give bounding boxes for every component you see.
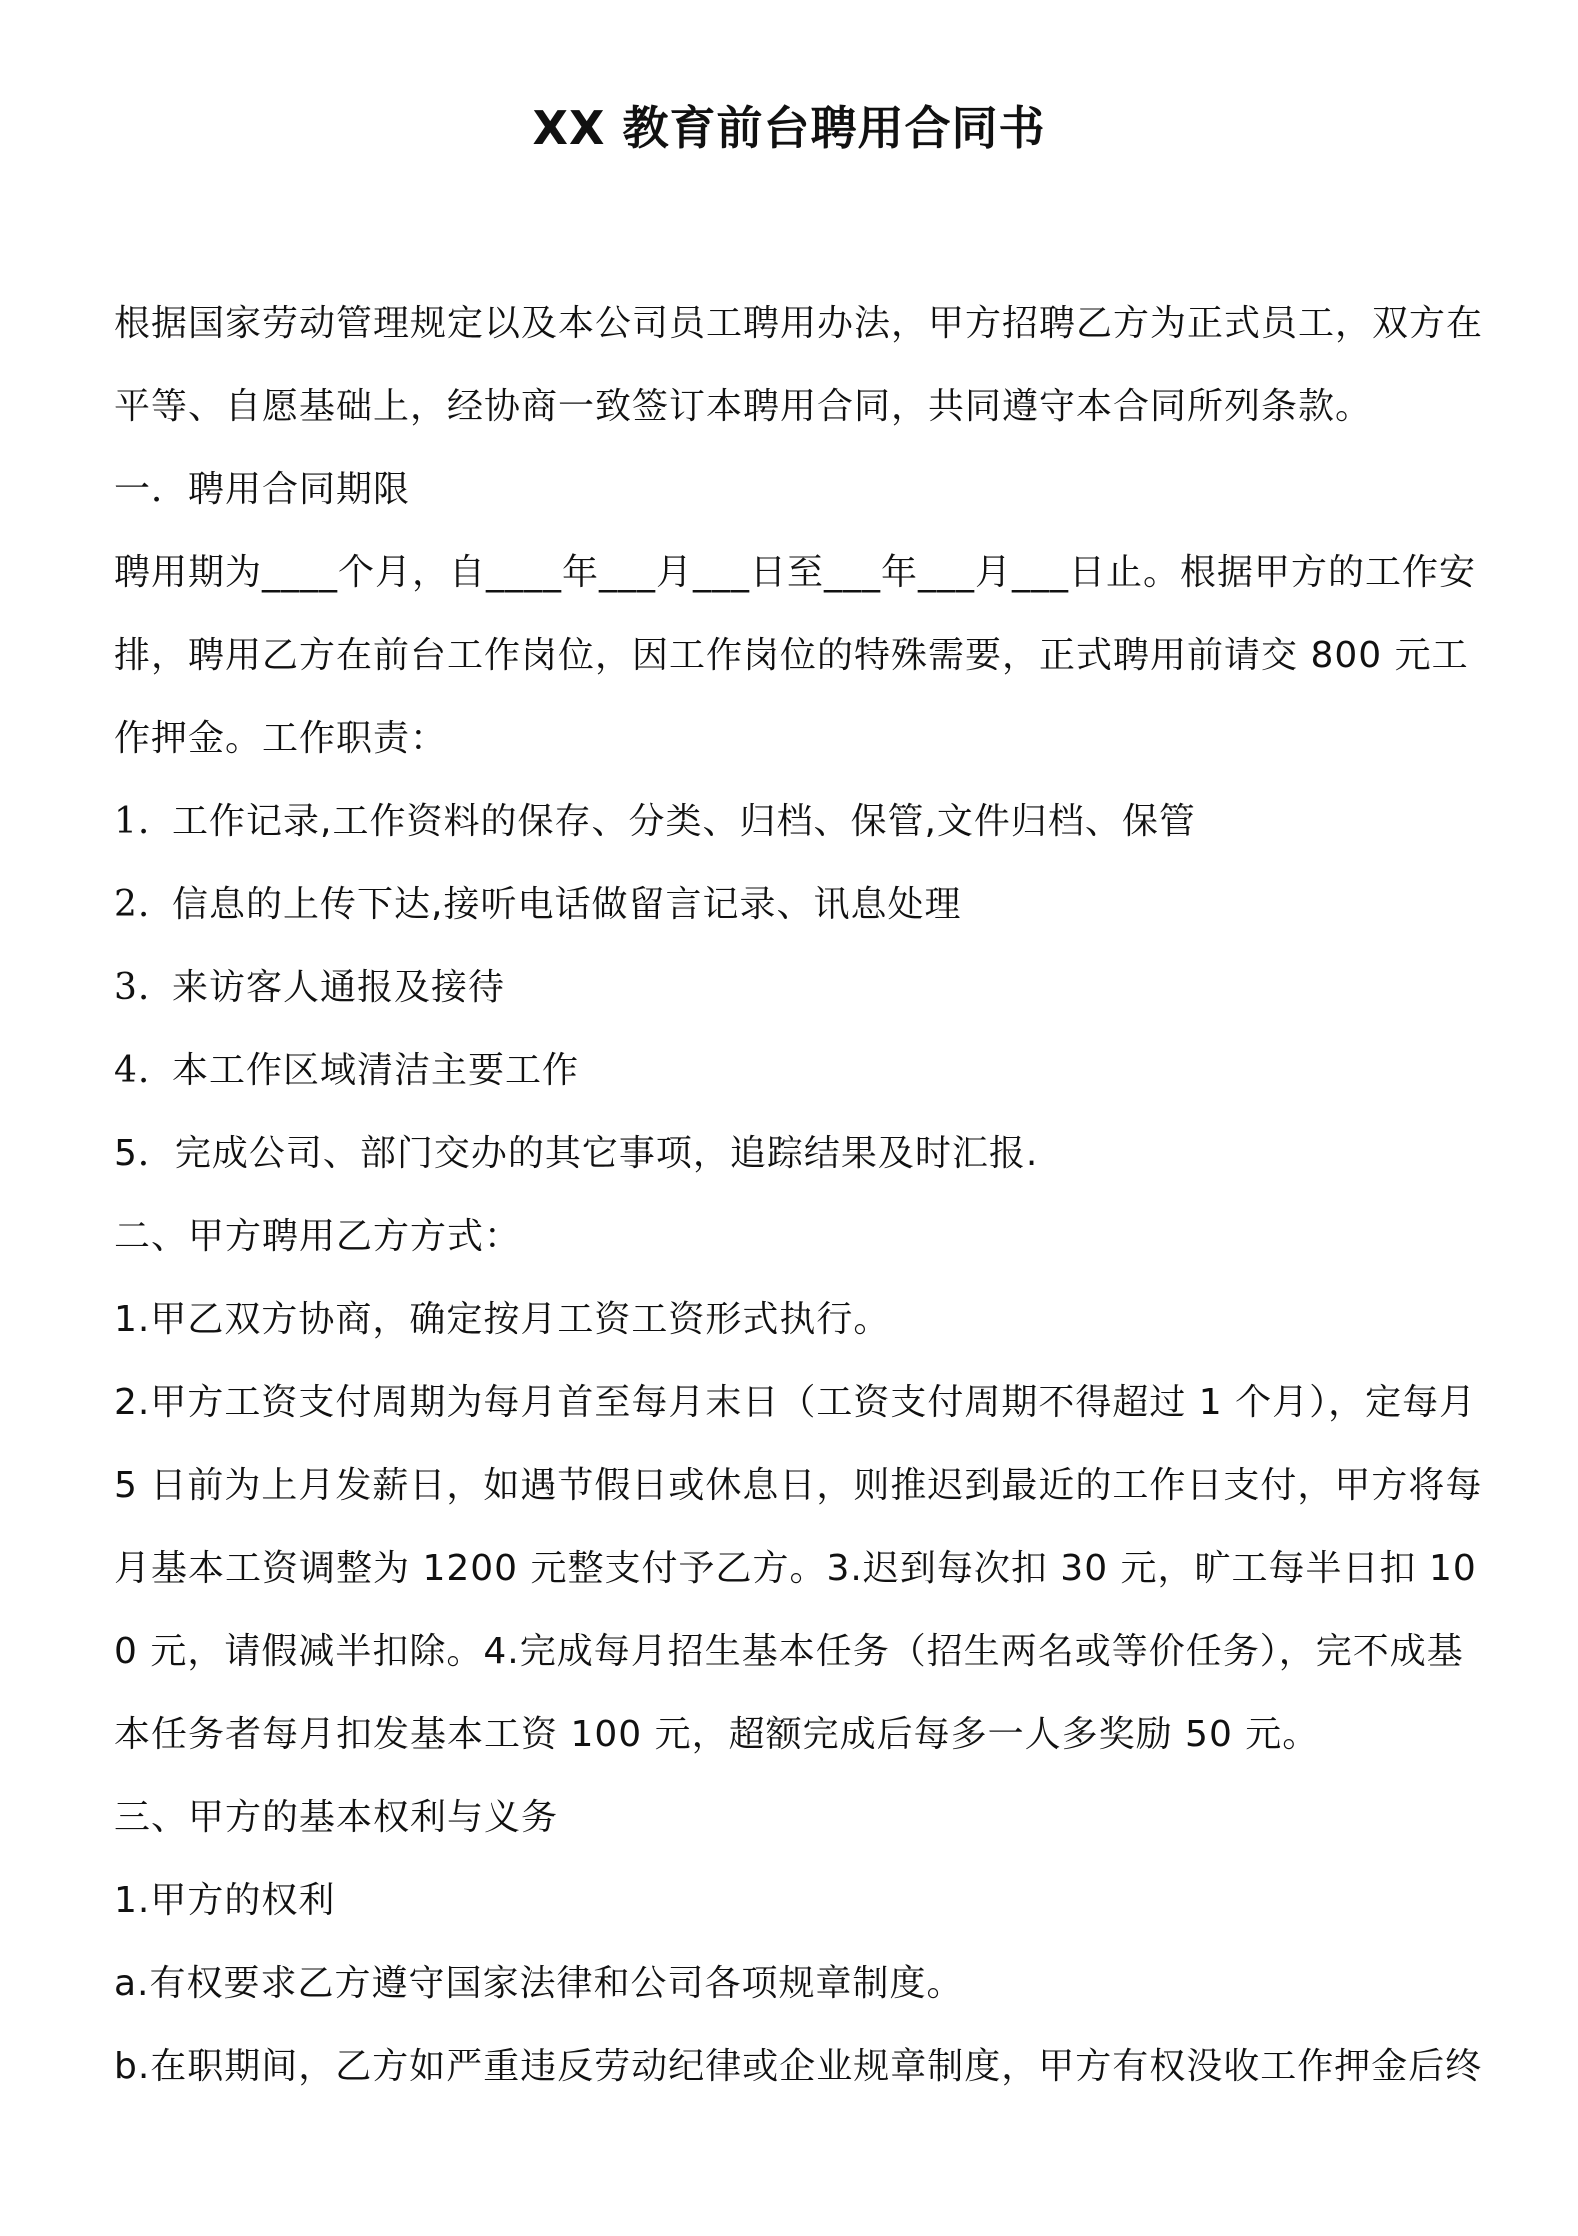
term-paragraph: 聘用期为____个月，自____年___月___日至___年___月___日止。根据甲方的工作安排，聘用乙方在前台工作岗位，因工作岗位的特殊需要，正式聘用前请交 800 元工作押金。工作职责： (114, 552, 1477, 759)
duty-item-5: 5．完成公司、部门交办的其它事项，追踪结果及时汇报. (114, 1133, 1039, 1174)
page-title: XX 教育前台聘用合同书 (532, 101, 1046, 155)
duty-text: 工作记录,工作资料的保存、分类、归档、保管,文件归档、保管 (172, 801, 1196, 842)
rights-subheading: 1.甲方的权利 (114, 1880, 336, 1921)
duty-text: 本工作区域清洁主要工作 (172, 1050, 580, 1091)
rights-item-a: a.有权要求乙方遵守国家法律和公司各项规章制度。 (114, 1963, 964, 2004)
duty-number: 1. (114, 801, 151, 842)
duty-number: 3. (114, 967, 151, 1008)
employment-item-1: 1.甲乙双方协商，确定按月工资工资形式执行。 (114, 1299, 891, 1340)
section-heading-3: 三、甲方的基本权利与义务 (114, 1797, 559, 1838)
section-heading-1: 一．聘用合同期限 (114, 469, 411, 510)
duty-item-2 (114, 863, 1499, 946)
rights-item-b: b.在职期间，乙方如严重违反劳动纪律或企业规章制度，甲方有权没收工作押金后终 (114, 2046, 1483, 2087)
duty-number: 4. (114, 1050, 151, 1091)
duty-item-3 (114, 946, 1499, 1029)
section-heading-2: 二、甲方聘用乙方方式： (114, 1216, 522, 1257)
employment-item-2: 2.甲方工资支付周期为每月首至每月末日（工资支付周期不得超过 1 个月），定每月 5 日前为上月发薪日，如遇节假日或休息日，则推迟到最近的工作日支付，甲方将每月基本工资调整为 1200 元整支付予乙方。3.迟到每次扣 30 元，旷工每半日扣 100 元，请假减半扣除。4.完成每月招生基本任务（招生两名或等价任务），完不成基本任务者每月扣发基本工资 100 元，超额完成后每多一人多奖励 50 元。 (114, 1382, 1483, 1755)
duty-item-4 (114, 1029, 1499, 1112)
duty-item-1 (114, 780, 1499, 863)
duty-number: 2. (114, 884, 151, 925)
duty-text: 信息的上传下达,接听电话做留言记录、讯息处理 (172, 884, 962, 925)
document-body (114, 282, 1499, 2108)
intro-paragraph: 根据国家劳动管理规定以及本公司员工聘用办法，甲方招聘乙方为正式员工，双方在平等、自愿基础上，经协商一致签订本聘用合同，共同遵守本合同所列条款。 (114, 303, 1484, 427)
duty-text: 来访客人通报及接待 (172, 967, 506, 1008)
